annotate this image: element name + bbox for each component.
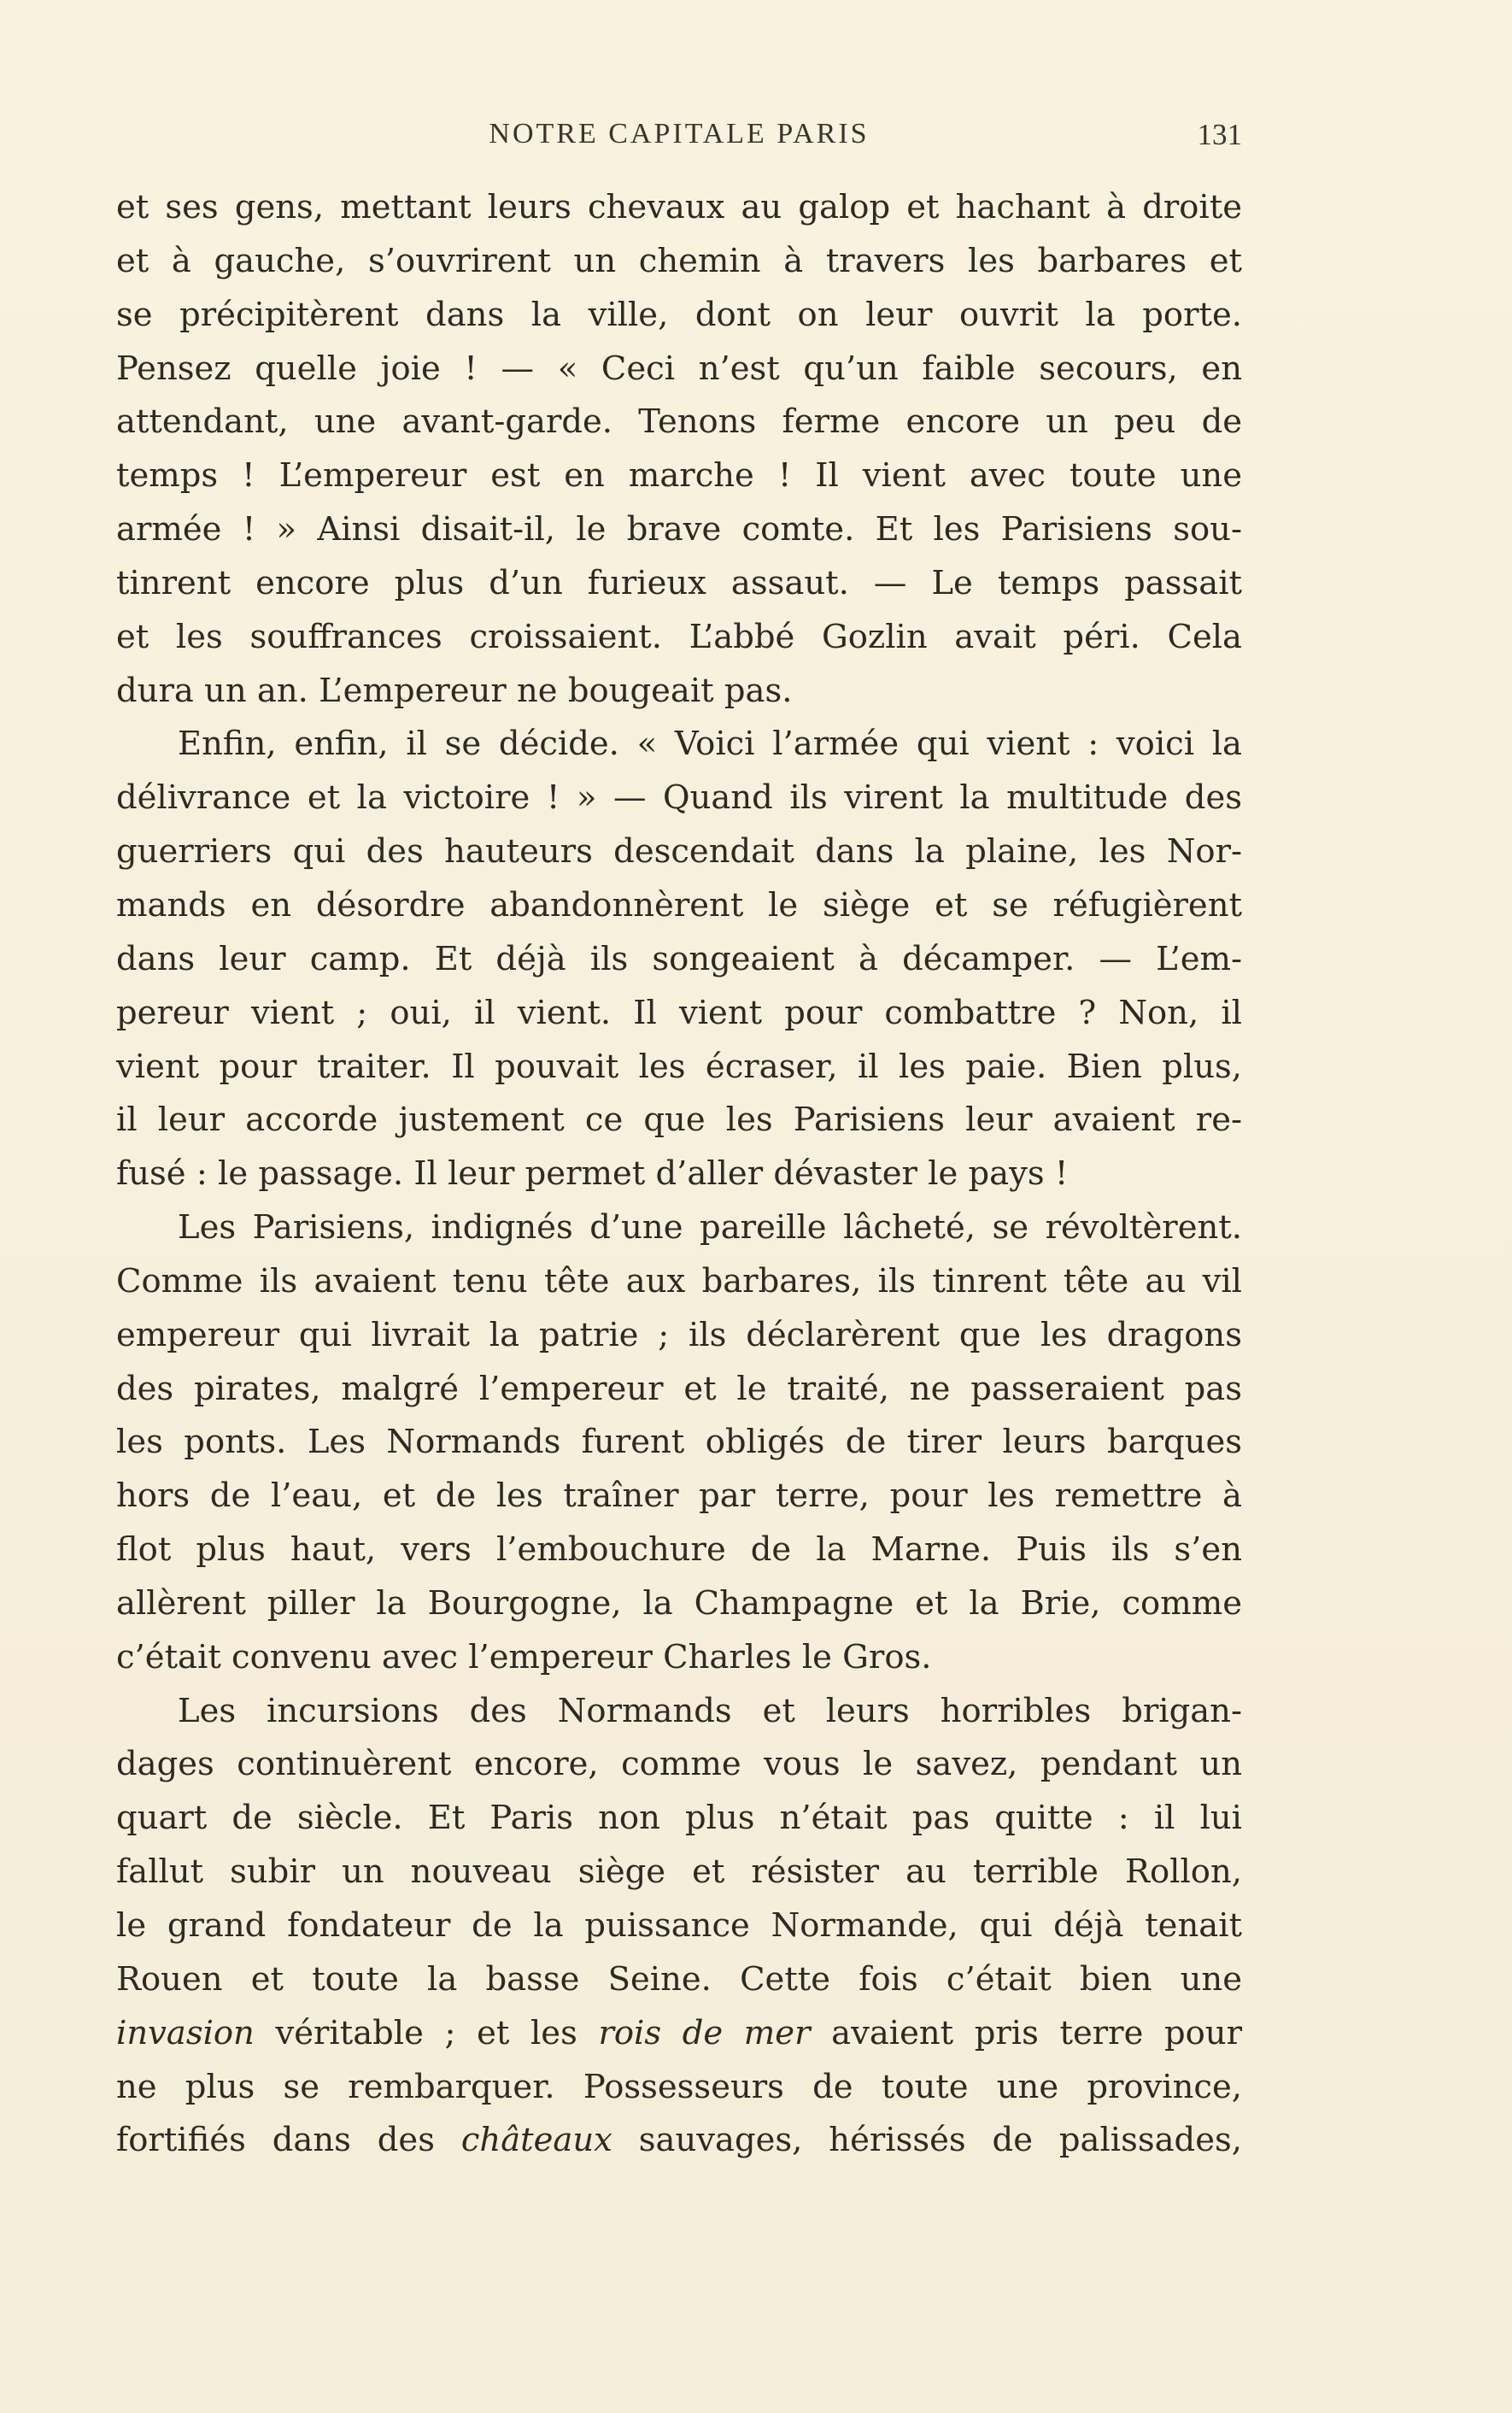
italic-phrase: rois de mer [598, 2013, 811, 2052]
text-line: Comme ils avaient tenu tête aux barbares, ils tinrent tête au vil [116, 1261, 1242, 1300]
text-line: empereur qui livrait la patrie ; ils déclarèrent que les dragons [116, 1315, 1242, 1354]
text-line: se précipitèrent dans la ville, dont on leur ouvrit la porte. [116, 295, 1242, 334]
text-line: attendant, une avant-garde. Tenons ferme encore un peu de [116, 402, 1242, 442]
text-line: temps ! L’empereur est en marche ! Il vient avec toute une [116, 456, 1242, 496]
text-line: dura un an. L’empereur ne bougeait pas. [116, 671, 793, 710]
text-line: et les souffrances croissaient. L’abbé Gozlin avait péri. Cela [116, 617, 1242, 656]
text-span: sauvages, hérissés de palissades, [612, 2121, 1242, 2160]
text-line: vient pour traiter. Il pouvait les écraser, il les paie. Bien plus, [116, 1047, 1242, 1086]
text-span: fortifiés dans des [116, 2121, 461, 2160]
text-line: ne plus se rembarquer. Possesseurs de toute une province, [116, 2067, 1242, 2106]
text-line: dans leur camp. Et déjà ils songeaient à décamper. — L’em- [116, 939, 1242, 978]
text-span: véritable ; et les [254, 2013, 599, 2052]
text-line: hors de l’eau, et de les traîner par terre, pour les remettre à [116, 1477, 1242, 1516]
paragraph-first-line: Les Parisiens, indignés d’une pareille lâcheté, se révoltèrent. [178, 1208, 1242, 1248]
text-line: guerriers qui des hauteurs descendait dans la plaine, les Nor- [116, 832, 1242, 872]
text-line: Rouen et toute la basse Seine. Cette fois c’était bien une [116, 1959, 1242, 1999]
text-line: et ses gens, mettant leurs chevaux au galop et hachant à droite [116, 188, 1242, 226]
paragraph-first-line: Les incursions des Normands et leurs horribles brigan- [178, 1691, 1242, 1730]
text-span: avaient pris terre pour [810, 2013, 1242, 2052]
text-line: fusé : le passage. Il leur permet d’aller dévaster le pays ! [116, 1154, 1069, 1194]
text-line: flot plus haut, vers l’embouchure de la Marne. Puis ils s’en [116, 1530, 1242, 1570]
text-line: et à gauche, s’ouvrirent un chemin à travers les barbares et [116, 241, 1242, 280]
italic-word: invasion [116, 2013, 255, 2052]
running-head [116, 118, 1242, 157]
page-number: 131 [1197, 118, 1242, 151]
text-line: fallut subir un nouveau siège et résister au terrible Rollon, [116, 1852, 1242, 1892]
text-line: les ponts. Les Normands furent obligés de tirer leurs barques [116, 1423, 1242, 1462]
text-line [116, 2007, 1242, 2061]
text-line: allèrent piller la Bourgogne, la Champagne et la Brie, comme [116, 1583, 1242, 1623]
text-line: le grand fondateur de la puissance Normande, qui déjà tenait [116, 1906, 1242, 1945]
text-line: Pensez quelle joie ! — « Ceci n’est qu’un faible secours, en [116, 349, 1242, 388]
body-text [116, 181, 1242, 2168]
text-line: c’était convenu avec l’empereur Charles le Gros. [116, 1637, 932, 1676]
text-line: il leur accorde justement ce que les Parisiens leur avaient re- [116, 1101, 1242, 1140]
text-line: quart de siècle. Et Paris non plus n’était pas quitte : il lui [116, 1799, 1242, 1838]
text-line: des pirates, malgré l’empereur et le traité, ne passeraient pas [116, 1369, 1242, 1408]
italic-word: châteaux [460, 2121, 612, 2160]
running-title: NOTRE CAPITALE PARIS [489, 118, 870, 150]
text-line: armée ! » Ainsi disait-il, le brave comte. Et les Parisiens sou- [116, 510, 1242, 549]
text-line: délivrance et la victoire ! » — Quand ils virent la multitude des [116, 778, 1242, 818]
text-line: dages continuèrent encore, comme vous le savez, pendant un [116, 1745, 1242, 1784]
text-line: mands en désordre abandonnèrent le siège et se réfugièrent [116, 885, 1242, 925]
paragraph-first-line: Enfin, enfin, il se décide. « Voici l’armée qui vient : voici la [178, 725, 1242, 764]
text-line: tinrent encore plus d’un furieux assaut. — Le temps passait [116, 563, 1242, 602]
text-line [116, 2114, 1242, 2168]
text-line: pereur vient ; oui, il vient. Il vient pour combattre ? Non, il [116, 993, 1242, 1032]
